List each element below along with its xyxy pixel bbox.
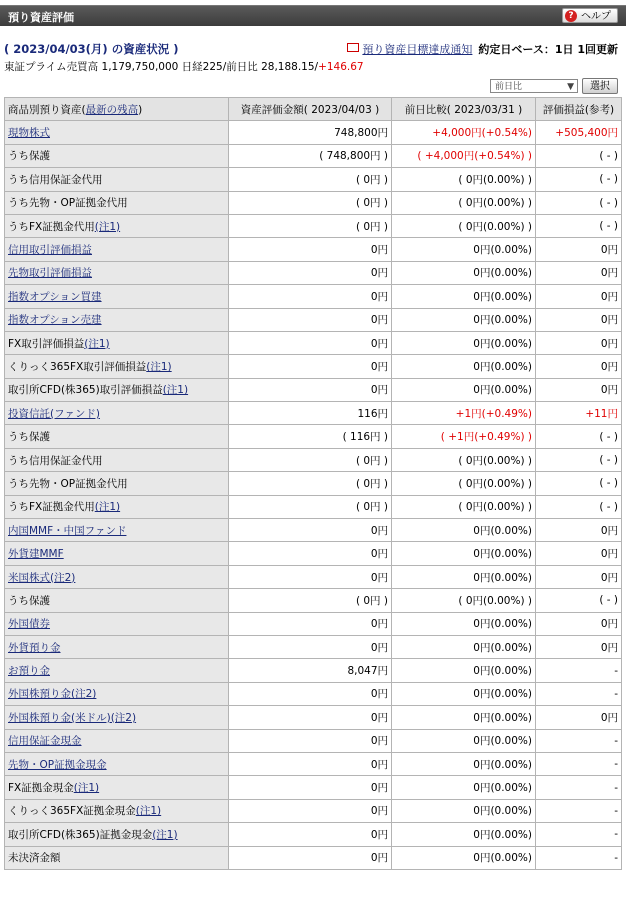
market-index-line: [4, 59, 364, 74]
diff-cell: +4,000円(+0.54%): [392, 121, 536, 144]
diff-cell: 0円(0.00%): [392, 285, 536, 308]
pl-cell: -: [536, 682, 622, 705]
row-label: [5, 472, 229, 495]
diff-cell: ( +1円(+0.49%) ): [392, 425, 536, 448]
chevron-down-icon: ▼: [567, 82, 574, 92]
diff-cell: 0円(0.00%): [392, 752, 536, 775]
diff-cell: 0円(0.00%): [392, 238, 536, 261]
table-row: [5, 542, 622, 565]
table-row: [5, 448, 622, 471]
pl-cell: +11円: [536, 402, 622, 425]
note-link[interactable]: (注1): [84, 337, 110, 350]
note-link[interactable]: (注1): [162, 384, 189, 397]
table-row: [5, 378, 622, 401]
row-link[interactable]: 外国株預り金(注2): [8, 688, 97, 701]
amount-cell: 0円: [229, 776, 392, 799]
row-link[interactable]: 先物・OP証拠金現金: [8, 758, 107, 771]
pl-cell: 0円: [536, 285, 622, 308]
base-text: 約定日ベース：1日 1回更新: [478, 43, 618, 56]
row-label[interactable]: [5, 565, 229, 588]
title-bar: [0, 5, 626, 26]
diff-cell: 0円(0.00%): [392, 308, 536, 331]
amount-cell: 0円: [229, 378, 392, 401]
diff-cell: 0円(0.00%): [392, 729, 536, 752]
amount-cell: 0円: [229, 355, 392, 378]
table-row: [5, 659, 622, 682]
latest-balance-link[interactable]: 最新の残高: [85, 103, 139, 116]
row-name: うち保護: [8, 594, 50, 607]
amount-cell: 0円: [229, 238, 392, 261]
row-link[interactable]: 外国債券: [8, 618, 50, 631]
table-row: [5, 565, 622, 588]
table-row: [5, 682, 622, 705]
row-label[interactable]: [5, 402, 229, 425]
amount-cell: 0円: [229, 331, 392, 354]
amount-cell: 0円: [229, 519, 392, 542]
row-name: うち信用保証金代用: [8, 173, 103, 186]
diff-cell: 0円(0.00%): [392, 682, 536, 705]
table-row: [5, 425, 622, 448]
compare-select[interactable]: [490, 79, 578, 93]
row-link[interactable]: 現物株式: [8, 127, 50, 140]
diff-cell: 0円(0.00%): [392, 378, 536, 401]
note-link[interactable]: (注1): [152, 828, 178, 841]
table-row: [5, 495, 622, 518]
diff-cell: ( +4,000円(+0.54%) ): [392, 144, 536, 167]
pl-cell: ( - ): [536, 495, 622, 518]
row-link[interactable]: 米国株式(注2): [8, 571, 76, 584]
amount-cell: ( 0円 ): [229, 214, 392, 237]
pl-cell: 0円: [536, 542, 622, 565]
amount-cell: ( 0円 ): [229, 191, 392, 214]
amount-cell: 0円: [229, 635, 392, 658]
pl-cell: ( - ): [536, 472, 622, 495]
index-change: +146.67: [318, 61, 364, 73]
pl-cell: 0円: [536, 519, 622, 542]
diff-cell: +1円(+0.49%): [392, 402, 536, 425]
pl-cell: 0円: [536, 331, 622, 354]
table-row: [5, 261, 622, 284]
pl-cell: ( - ): [536, 589, 622, 612]
row-label[interactable]: [5, 682, 229, 705]
row-name: 取引所CFD(株365)取引評価損益: [8, 384, 163, 397]
table-row: [5, 144, 622, 167]
row-label[interactable]: [5, 659, 229, 682]
table-row: [5, 776, 622, 799]
row-link[interactable]: 指数オプション買建: [8, 290, 102, 303]
amount-cell: 0円: [229, 565, 392, 588]
row-name: うち先物・OP証拠金代用: [8, 197, 128, 210]
diff-cell: ( 0円(0.00%) ): [392, 214, 536, 237]
row-link[interactable]: 先物取引評価損益: [8, 267, 92, 280]
pl-cell: 0円: [536, 378, 622, 401]
pl-cell: -: [536, 729, 622, 752]
amount-cell: 0円: [229, 682, 392, 705]
row-name: うち先物・OP証拠金代用: [8, 477, 128, 490]
amount-cell: 0円: [229, 612, 392, 635]
row-label: [5, 589, 229, 612]
table-row: [5, 799, 622, 822]
row-label[interactable]: [5, 752, 229, 775]
page-title: 預り資産評価: [8, 11, 74, 24]
notify-area: [347, 41, 618, 57]
note-link[interactable]: (注1): [94, 501, 121, 514]
pl-cell: ( - ): [536, 191, 622, 214]
diff-cell: 0円(0.00%): [392, 519, 536, 542]
pl-cell: 0円: [536, 612, 622, 635]
table-row: [5, 168, 622, 191]
pl-cell: ( - ): [536, 448, 622, 471]
pl-cell: -: [536, 823, 622, 846]
pl-cell: 0円: [536, 238, 622, 261]
pl-cell: ( - ): [536, 425, 622, 448]
row-label[interactable]: [5, 635, 229, 658]
row-label[interactable]: [5, 706, 229, 729]
table-row: [5, 402, 622, 425]
amount-cell: 0円: [229, 261, 392, 284]
table-row: [5, 612, 622, 635]
diff-cell: 0円(0.00%): [392, 846, 536, 869]
amount-cell: 0円: [229, 846, 392, 869]
row-name: うち保護: [8, 150, 50, 163]
target-notify-link[interactable]: 預り資産目標達成通知: [362, 43, 473, 56]
diff-cell: 0円(0.00%): [392, 565, 536, 588]
amount-cell: 0円: [229, 752, 392, 775]
table-row: [5, 285, 622, 308]
diff-cell: ( 0円(0.00%) ): [392, 168, 536, 191]
row-label[interactable]: [5, 542, 229, 565]
note-link[interactable]: (注1): [135, 805, 162, 818]
amount-cell: 116円: [229, 402, 392, 425]
table-row: [5, 729, 622, 752]
diff-cell: 0円(0.00%): [392, 635, 536, 658]
diff-cell: 0円(0.00%): [392, 659, 536, 682]
amount-cell: ( 0円 ): [229, 495, 392, 518]
pl-cell: ( - ): [536, 168, 622, 191]
row-label[interactable]: [5, 612, 229, 635]
row-label[interactable]: [5, 121, 229, 144]
row-label: [5, 823, 229, 846]
amount-cell: ( 116円 ): [229, 425, 392, 448]
pl-cell: 0円: [536, 355, 622, 378]
row-name: うち保護: [8, 431, 50, 444]
row-label: [5, 378, 229, 401]
row-name: くりっく365FX証拠金現金: [8, 805, 136, 818]
row-label: [5, 214, 229, 237]
table-row: [5, 706, 622, 729]
amount-cell: 0円: [229, 308, 392, 331]
row-label: [5, 144, 229, 167]
row-link[interactable]: 指数オプション売建: [8, 314, 102, 327]
help-button[interactable]: [562, 8, 618, 23]
pl-cell: 0円: [536, 635, 622, 658]
table-row: [5, 191, 622, 214]
pl-cell: 0円: [536, 706, 622, 729]
row-label: [5, 355, 229, 378]
amount-cell: ( 0円 ): [229, 472, 392, 495]
row-label: [5, 425, 229, 448]
pl-cell: 0円: [536, 308, 622, 331]
diff-cell: 0円(0.00%): [392, 542, 536, 565]
table-row: [5, 214, 622, 237]
pl-cell: ( - ): [536, 214, 622, 237]
note-link[interactable]: (注1): [146, 360, 172, 373]
diff-cell: 0円(0.00%): [392, 799, 536, 822]
row-name: FX証拠金現金: [8, 782, 74, 795]
pl-cell: -: [536, 659, 622, 682]
row-name: FX取引評価損益: [8, 337, 85, 350]
amount-cell: 8,047円: [229, 659, 392, 682]
row-label: [5, 331, 229, 354]
amount-cell: 0円: [229, 823, 392, 846]
amount-cell: 0円: [229, 729, 392, 752]
select-button[interactable]: 選択: [582, 78, 618, 94]
diff-cell: 0円(0.00%): [392, 261, 536, 284]
table-row: [5, 331, 622, 354]
row-label: [5, 846, 229, 869]
diff-cell: 0円(0.00%): [392, 612, 536, 635]
compare-select-value: 前日比: [495, 82, 523, 92]
table-row: [5, 238, 622, 261]
row-label[interactable]: [5, 308, 229, 331]
amount-cell: ( 0円 ): [229, 448, 392, 471]
help-icon: ?: [565, 10, 577, 22]
row-link[interactable]: 外国株預り金(米ドル)(注2): [8, 711, 137, 724]
amount-cell: 0円: [229, 285, 392, 308]
row-label: [5, 495, 229, 518]
col-header-diff: 前日比較( 2023/03/31 ): [392, 98, 536, 121]
row-label: [5, 191, 229, 214]
index-prefix: 東証プライム売買高 1,179,750,000 日経225/前日比 28,188.15/: [4, 61, 319, 73]
pl-cell: -: [536, 752, 622, 775]
row-label: [5, 799, 229, 822]
table-row: [5, 355, 622, 378]
row-label: [5, 776, 229, 799]
note-link[interactable]: (注1): [73, 782, 100, 795]
help-label: ヘルプ: [581, 11, 611, 22]
row-link[interactable]: 内国MMF・中国ファンド: [8, 524, 127, 537]
table-row: [5, 472, 622, 495]
table-row: [5, 519, 622, 542]
amount-cell: 748,800円: [229, 121, 392, 144]
row-label[interactable]: [5, 519, 229, 542]
table-row: [5, 823, 622, 846]
table-row: [5, 635, 622, 658]
status-date-heading: ( 2023/04/03(月) の資産状況 ): [4, 42, 179, 56]
pl-cell: +505,400円: [536, 121, 622, 144]
row-label[interactable]: [5, 729, 229, 752]
row-name: うちFX証拠金代用: [8, 220, 95, 233]
diff-cell: 0円(0.00%): [392, 355, 536, 378]
diff-cell: ( 0円(0.00%) ): [392, 589, 536, 612]
amount-cell: 0円: [229, 706, 392, 729]
row-link[interactable]: 信用保証金現金: [8, 735, 82, 748]
pl-cell: 0円: [536, 565, 622, 588]
col-header-pl: 評価損益(参考): [536, 98, 622, 121]
note-link[interactable]: (注1): [94, 220, 121, 233]
row-name: うちFX証拠金代用: [8, 501, 95, 514]
amount-cell: ( 0円 ): [229, 168, 392, 191]
row-label[interactable]: [5, 261, 229, 284]
amount-cell: ( 748,800円 ): [229, 144, 392, 167]
pl-cell: ( - ): [536, 144, 622, 167]
pl-cell: -: [536, 846, 622, 869]
asset-table: [4, 97, 622, 870]
col-header-amount: 資産評価金額( 2023/04/03 ): [229, 98, 392, 121]
row-name: うち信用保証金代用: [8, 454, 103, 467]
diff-cell: 0円(0.00%): [392, 823, 536, 846]
diff-cell: ( 0円(0.00%) ): [392, 472, 536, 495]
row-link[interactable]: 信用取引評価損益: [8, 244, 92, 257]
row-label[interactable]: [5, 238, 229, 261]
row-link[interactable]: 外貨建MMF: [8, 548, 64, 561]
pl-cell: -: [536, 776, 622, 799]
amount-cell: ( 0円 ): [229, 589, 392, 612]
diff-cell: 0円(0.00%): [392, 331, 536, 354]
diff-cell: ( 0円(0.00%) ): [392, 495, 536, 518]
pl-cell: 0円: [536, 261, 622, 284]
row-label: [5, 168, 229, 191]
diff-cell: ( 0円(0.00%) ): [392, 191, 536, 214]
amount-cell: 0円: [229, 542, 392, 565]
table-row: [5, 846, 622, 869]
row-link[interactable]: 投資信託(ファンド): [8, 407, 100, 420]
diff-cell: 0円(0.00%): [392, 706, 536, 729]
row-link[interactable]: お預り金: [8, 665, 50, 678]
table-row: [5, 308, 622, 331]
row-label[interactable]: [5, 285, 229, 308]
row-name: 未決済金額: [8, 852, 61, 865]
row-name: くりっく365FX取引評価損益: [8, 360, 147, 373]
pl-cell: -: [536, 799, 622, 822]
table-row: [5, 752, 622, 775]
table-header-row: [5, 98, 622, 121]
row-label: [5, 448, 229, 471]
amount-cell: 0円: [229, 799, 392, 822]
diff-cell: ( 0円(0.00%) ): [392, 448, 536, 471]
table-row: [5, 121, 622, 144]
row-link[interactable]: 外貨預り金: [8, 641, 61, 654]
row-name: 取引所CFD(株365)証拠金現金: [8, 828, 153, 841]
diff-cell: 0円(0.00%): [392, 776, 536, 799]
col-header-product: 商品別預り資産(最新の残高): [5, 98, 229, 121]
table-row: [5, 589, 622, 612]
mail-icon: [347, 43, 359, 52]
